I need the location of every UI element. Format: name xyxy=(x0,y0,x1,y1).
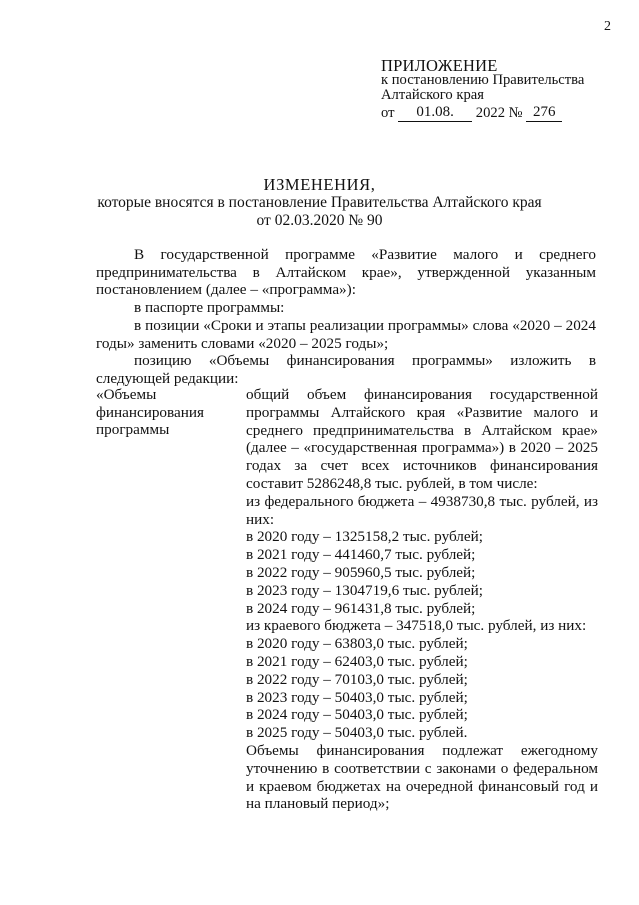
annex-from-label: от xyxy=(381,105,395,121)
document-title xyxy=(0,175,639,230)
annex-line-1: к постановлению Правительства xyxy=(381,72,585,88)
regional-year-line: в 2021 году – 62403,0 тыс. рублей; xyxy=(246,652,468,670)
annex-line-2: Алтайского края xyxy=(381,87,484,103)
table-right-cell xyxy=(246,386,598,813)
federal-intro: из федерального бюджета – 4938730,8 тыс. рублей, из них: xyxy=(246,492,598,528)
table-left-cell: «Объемы финансирования программы xyxy=(96,386,204,439)
funding-closing: Объемы финансирования подлежат ежегодному уточнению в соответствии с законами о федеральном и краевом бюджетах на очередной финансовый год и на плановый период»; xyxy=(246,741,598,813)
title-line-2: которые вносятся в постановление Правительства Алтайского края xyxy=(97,194,542,211)
federal-year-line: в 2022 году – 905960,5 тыс. рублей; xyxy=(246,563,476,581)
annex-heading: ПРИЛОЖЕНИЕ xyxy=(381,56,498,75)
regional-year-line: в 2020 году – 63803,0 тыс. рублей; xyxy=(246,635,468,653)
annex-number-field xyxy=(526,105,562,122)
regional-year-line: в 2022 году – 70103,0 тыс. рублей; xyxy=(246,670,468,688)
page-number: 2 xyxy=(604,19,611,34)
paragraph-3: в позиции «Сроки и этапы реализации программы» слова «2020 – 2024 годы» заменить словами «2020 – 2025 годы»; xyxy=(96,317,596,352)
federal-year-line: в 2023 году – 1304719,6 тыс. рублей; xyxy=(246,581,483,599)
annex-date-line xyxy=(381,105,626,122)
annex-block xyxy=(381,58,626,122)
annex-year: 2022 № xyxy=(475,105,523,121)
regional-year-line: в 2023 году – 50403,0 тыс. рублей; xyxy=(246,688,468,706)
title-line-1: ИЗМЕНЕНИЯ, xyxy=(263,175,376,194)
federal-year-line: в 2021 году – 441460,7 тыс. рублей; xyxy=(246,546,476,564)
paragraph-2: в паспорте программы: xyxy=(134,299,285,316)
federal-year-line: в 2024 году – 961431,8 тыс. рублей; xyxy=(246,599,476,617)
regional-year-line: в 2024 году – 50403,0 тыс. рублей; xyxy=(246,706,468,724)
annex-date-field xyxy=(398,105,472,122)
federal-year-line: в 2020 году – 1325158,2 тыс. рублей; xyxy=(246,528,483,546)
paragraph-4: позицию «Объемы финансирования программы» изложить в следующей редакции: xyxy=(96,352,596,387)
title-line-3: от 02.03.2020 № 90 xyxy=(256,212,383,229)
funding-intro: общий объем финансирования государственной программы Алтайского края «Развитие малого и среднего предпринимательства в Алтайском крае» (далее – «государственная программа») в 2020 – 2025 годах за счет всех источников финансирования составит 5286248,8 тыс. рублей, в том числе: xyxy=(246,386,598,492)
annex-date: 01.08. xyxy=(416,104,454,120)
regional-intro: из краевого бюджета – 347518,0 тыс. рублей, из них: xyxy=(246,617,587,635)
regional-year-line: в 2025 году – 50403,0 тыс. рублей. xyxy=(246,724,468,742)
annex-number: 276 xyxy=(532,104,556,120)
paragraph-1: В государственной программе «Развитие малого и среднего предпринимательства в Алтайском крае», утвержденной указанным постановлением (далее – «программа»): xyxy=(96,246,596,298)
